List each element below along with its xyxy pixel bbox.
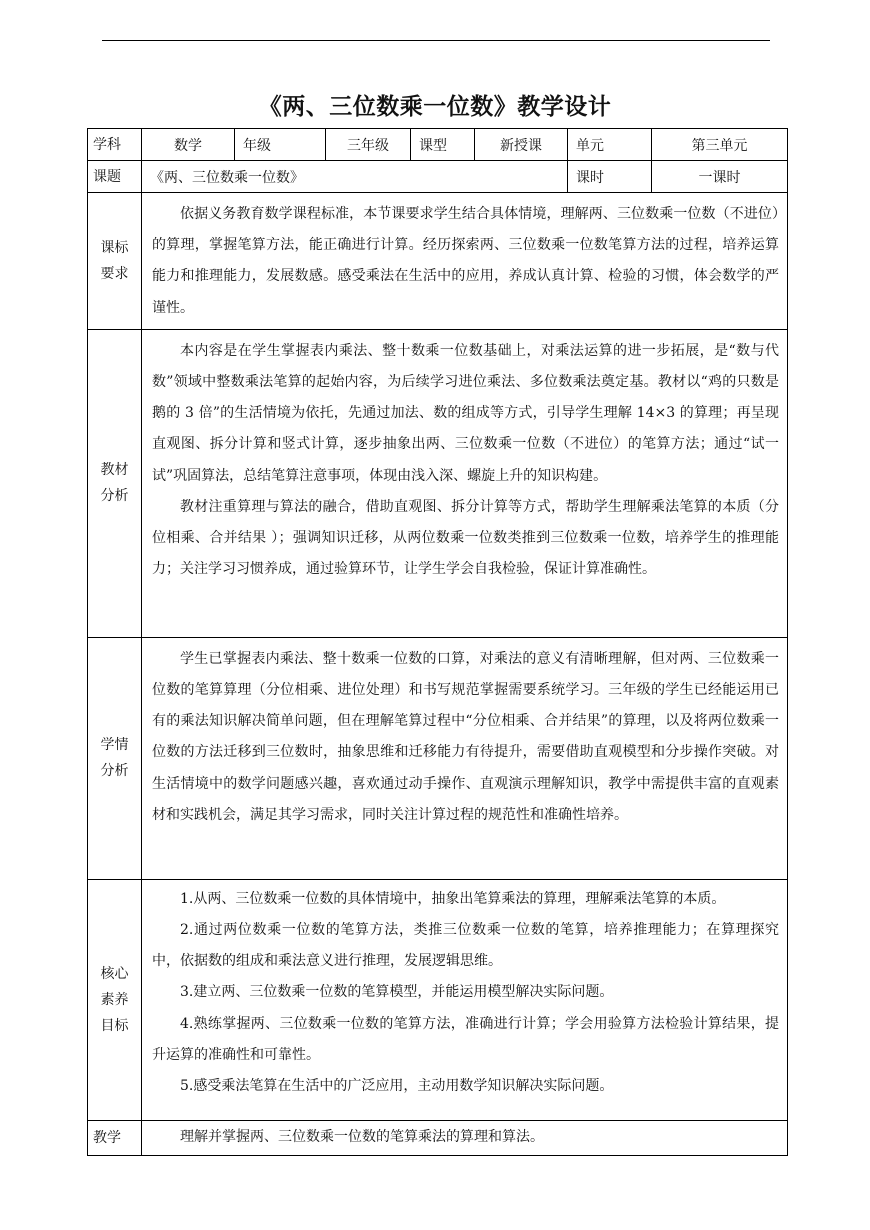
learner-row <box>88 637 788 879</box>
grade-label: 年级 <box>235 129 326 161</box>
grade-value: 三年级 <box>326 129 411 161</box>
standard-label <box>88 193 142 330</box>
learner-label <box>88 637 142 879</box>
subject-label: 学科 <box>88 129 142 161</box>
learner-label-line2: 分析 <box>100 763 129 780</box>
goals-content <box>142 879 788 1120</box>
textbook-paragraph: 本内容是在学生掌握表内乘法、整十数乘一位数基础上，对乘法运算的进一步拓展，是“数与代数”领域中整数乘法笔算的起始内容，为后续学习进位乘法、多位数乘法奠定基。教材以“鸡的只数是鹅的 3 倍”的生活情境为依托，先通过加法、数的组成等方式，引导学生理解 14×3 的算理；再呈现直观图、拆分计算和竖式计算，逐步抽象出两、三位数乘一位数（不进位）的笔算方法；通过“试一试”巩固算法，总结笔算注意事项，体现由浅入深、螺旋上升的知识构建。 <box>152 342 779 484</box>
textbook-label-line2: 分析 <box>100 488 129 505</box>
focus-row <box>88 1120 788 1155</box>
header-rule <box>102 40 770 41</box>
goals-label-line1: 核心 <box>100 965 129 982</box>
focus-text: 理解并掌握两、三位数乘一位数的笔算乘法的算理和算法。 <box>180 1129 544 1146</box>
goal-item: 2.通过两位数乘一位数的笔算方法，类推三位数乘一位数的笔算，培养推理能力；在算理探究中，依据数的组成和乘法意义进行推理，发展逻辑思维。 <box>152 922 779 970</box>
standard-label-line2: 要求 <box>100 265 129 282</box>
learner-paragraph: 学生已掌握表内乘法、整十数乘一位数的口算，对乘法的意义有清晰理解，但对两、三位数乘一位数的笔算算理（分位相乘、进位处理）和书写规范掌握需要系统学习。三年级的学生已经能运用已有的乘法知识解决简单问题，但在理解笔算过程中“分位相乘、合并结果”的算理，以及将两位数乘一位数的方法迁移到三位数时，抽象思维和迁移能力有待提升，需要借助直观模型和分步操作突破。对生活情境中的数学问题感兴趣，喜欢通过动手操作、直观演示理解知识，教学中需提供丰富的直观素材和实践机会，满足其学习需求，同时关注计算过程的规范性和准确性培养。 <box>152 650 779 823</box>
document-title: 《两、三位数乘一位数》教学设计 <box>258 93 612 120</box>
standard-label-line1: 课标 <box>100 239 129 256</box>
hours-label: 课时 <box>568 161 652 193</box>
standard-content <box>142 193 788 330</box>
goal-item: 5.感受乘法笔算在生活中的广泛应用，主动用数学知识解决实际问题。 <box>180 1078 614 1095</box>
goals-label-line3: 目标 <box>100 1017 129 1034</box>
goal-item: 4.熟练掌握两、三位数乘一位数的笔算方法，准确进行计算；学会用验算方法检验计算结果，提升运算的准确性和可靠性。 <box>152 1015 779 1063</box>
standard-row <box>88 193 788 330</box>
focus-label: 教学 <box>88 1120 142 1155</box>
goals-label-line2: 素养 <box>100 991 129 1008</box>
subject-value: 数学 <box>142 129 235 161</box>
lesson-type-value: 新授课 <box>475 129 568 161</box>
lesson-type-label: 课型 <box>411 129 475 161</box>
lesson-plan-table <box>87 128 788 1156</box>
unit-label: 单元 <box>568 129 652 161</box>
textbook-content <box>142 329 788 637</box>
hours-value: 一课时 <box>652 161 788 193</box>
topic-label: 课题 <box>88 161 142 193</box>
standard-paragraph: 依据义务教育数学课程标准，本节课要求学生结合具体情境，理解两、三位数乘一位数（不进位）的算理，掌握笔算方法，能正确进行计算。经历探索两、三位数乘一位数笔算方法的过程，培养运算能力和推理能力，发展数感。感受乘法在生活中的应用，养成认真计算、检验的习惯，体会数学的严谨性。 <box>152 206 779 316</box>
focus-content <box>142 1120 788 1155</box>
goals-label <box>88 879 142 1120</box>
unit-value: 第三单元 <box>652 129 788 161</box>
learner-label-line1: 学情 <box>100 737 129 754</box>
goals-row <box>88 879 788 1120</box>
learner-content <box>142 637 788 879</box>
info-row <box>88 129 788 161</box>
textbook-label <box>88 329 142 637</box>
textbook-label-line1: 教材 <box>100 462 129 479</box>
topic-value: 《两、三位数乘一位数》 <box>142 161 568 193</box>
textbook-row <box>88 329 788 637</box>
goal-item: 3.建立两、三位数乘一位数的笔算模型，并能运用模型解决实际问题。 <box>180 984 614 1001</box>
goal-item: 1.从两、三位数乘一位数的具体情境中，抽象出笔算乘法的算理，理解乘法笔算的本质。 <box>180 890 726 907</box>
topic-row <box>88 161 788 193</box>
textbook-paragraph: 教材注重算理与算法的融合，借助直观图、拆分计算等方式，帮助学生理解乘法笔算的本质（分位相乘、合并结果 ）；强调知识迁移，从两位数乘一位数类推到三位数乘一位数，培养学生的推理能力；关注学习习惯养成，通过验算环节，让学生学会自我检验，保证计算准确性。 <box>152 498 779 578</box>
